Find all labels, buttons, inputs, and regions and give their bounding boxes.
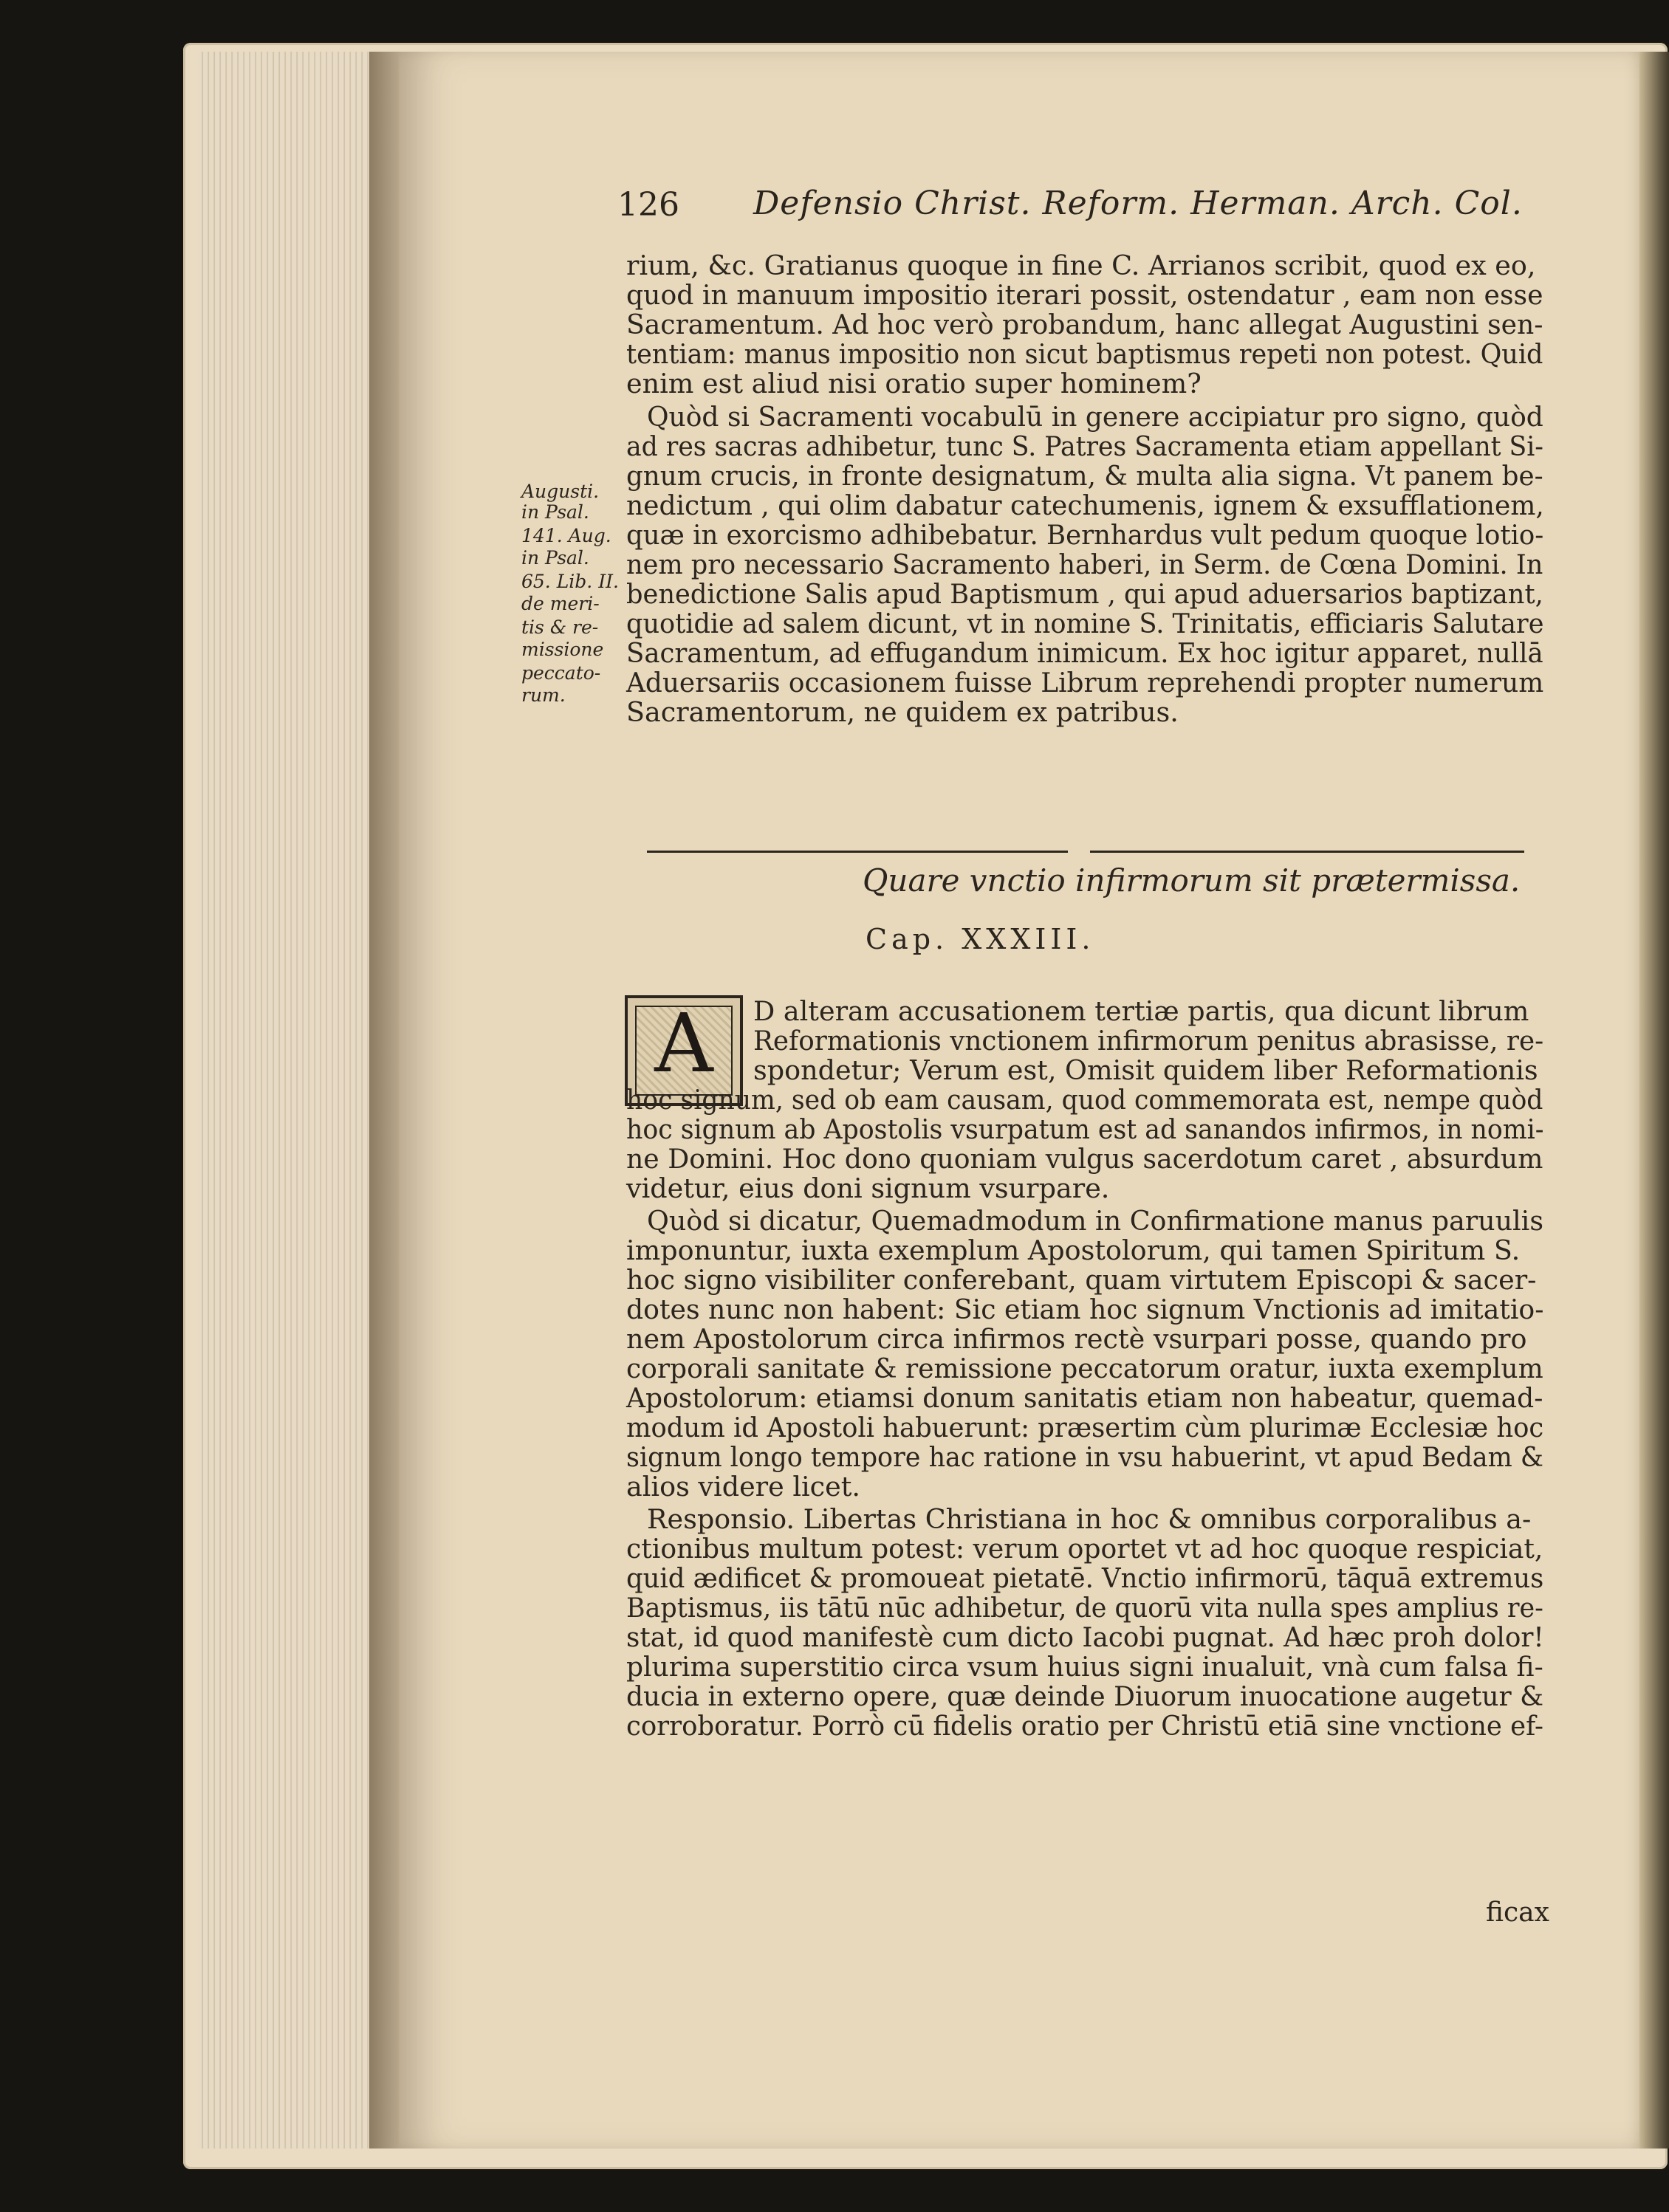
catchword: ficax [1486,1897,1549,1928]
text-line: Sacramentum. Ad hoc verò probandum, hanc allegat Augustini sen- [626,309,1543,340]
text-line: ad res sacras adhibetur, tunc S. Patres Sacramenta etiam appellant Si- [626,430,1543,462]
text-line: hoc signo visibiliter conferebant, quam virtutem Episcopi & sacer- [626,1264,1537,1296]
margin-note-line: de meri- [521,593,600,614]
text-line: benedictione Salis apud Baptismum , qui apud aduersarios baptizant, [626,578,1543,610]
chapter-number: Cap. XXXIII. [866,923,1095,955]
text-line: Baptismus, iis tātū nūc adhibetur, de quorū vita nulla spes amplius re- [626,1592,1543,1624]
text-line: quid ædificet & promoueat pietatē. Vnctio infirmorū, tāquā extremus [626,1562,1544,1594]
margin-note-line: Augusti. [521,481,600,502]
text-line: imponuntur, iuxta exemplum Apostolorum, qui tamen Spiritum S. [626,1234,1521,1266]
text-line: Responsio. Libertas Christiana in hoc & omnibus corporalibus a- [647,1503,1532,1535]
text-line: gnum crucis, in fronte designatum, & multa alia signa. Vt panem be- [626,460,1543,492]
text-line: alios videre licet. [626,1471,860,1502]
margin-note-line: tis & re- [521,616,599,638]
text-line: rium, &c. Gratianus quoque in fine C. Arrianos scribit, quod ex eo, [626,250,1536,281]
section-rule [647,851,1068,853]
text-line: tentiam: manus impositio non sicut baptismus repeti non potest. Quid [626,338,1543,370]
margin-note-line: rum. [521,684,566,706]
margin-note-line: missione [521,639,604,660]
text-line: D alteram accusationem tertiæ partis, qua dicunt librum [753,995,1529,1027]
text-line: Aduersariis occasionem fuisse Librum reprehendi propter numerum [626,667,1544,698]
text-line: corroboratur. Porrò cū fidelis oratio per Christū etiā sine vnctione ef- [626,1710,1543,1742]
text-line: quod in manuum impositio iterari possit, ostendatur , eam non esse [626,279,1543,311]
margin-note-line: in Psal. [521,547,589,569]
chapter-heading: Quare vnctio infirmorum sit prætermissa. [863,862,1521,899]
text-line: quæ in exorcismo adhibebatur. Bernhardus vult pedum quoque lotio- [626,519,1544,551]
text-line: nedictum , qui olim dabatur catechumenis, ignem & exsufflationem, [626,490,1544,521]
text-line: spondetur; Verum est, Omisit quidem liber Reformationis [753,1054,1538,1086]
text-line: ctionibus multum potest: verum oportet vt ad hoc quoque respiciat, [626,1533,1543,1564]
text-line: Sacramentum, ad effugandum inimicum. Ex hoc igitur apparet, nullā [626,637,1543,669]
page-number: 126 [617,186,679,224]
text-line: ducia in externo opere, quæ deinde Diuorum inuocatione augetur & [626,1680,1544,1712]
text-line: Apostolorum: etiamsi donum sanitatis etiam non habeatur, quemad- [626,1382,1543,1414]
text-line: signum longo tempore hac ratione in vsu habuerint, vt apud Bedam & [626,1441,1543,1473]
text-line: hoc signum ab Apostolis vsurpatum est ad sanandos infirmos, in nomi- [626,1113,1544,1145]
text-line: Reformationis vnctionem infirmorum penitus abrasisse, re- [753,1025,1544,1057]
text-line: modum id Apostoli habuerunt: præsertim cùm plurimæ Ecclesiæ hoc [626,1412,1544,1443]
margin-note-line: 65. Lib. II. [521,571,619,592]
right-page-edge [1639,52,1669,2149]
margin-note-line: in Psal. [521,501,589,523]
text-line: hoc signum, sed ob eam causam, quod commemorata est, nempe quòd [626,1084,1543,1116]
running-head: Defensio Christ. Reform. Herman. Arch. Col. [753,185,1523,222]
text-line: ne Domini. Hoc dono quoniam vulgus sacerdotum caret , absurdum [626,1143,1543,1175]
text-line: nem Apostolorum circa infirmos rectè vsurpari posse, quando pro [626,1323,1527,1355]
margin-note-line: peccato- [521,662,601,684]
text-line: Quòd si Sacramenti vocabulū in genere accipiatur pro signo, quòd [647,401,1543,433]
text-line: nem pro necessario Sacramento haberi, in Serm. de Cœna Domini. In [626,549,1543,580]
section-rule [1090,851,1524,853]
text-line: quotidie ad salem dicunt, vt in nomine S. Trinitatis, efficiaris Salutare [626,608,1544,639]
text-line: enim est aliud nisi oratio super hominem? [626,368,1202,399]
text-line: Sacramentorum, ne quidem ex patribus. [626,696,1179,728]
text-line: corporali sanitate & remissione peccatorum oratur, iuxta exemplum [626,1353,1543,1384]
text-line: Quòd si dicatur, Quemadmodum in Confirmatione manus paruulis [647,1205,1544,1237]
text-line: videtur, eius doni signum vsurpare. [626,1172,1110,1204]
text-line: stat, id quod manifestè cum dicto Iacobi pugnat. Ad hæc proh dolor! [626,1621,1544,1653]
page-edges [198,52,375,2149]
text-line: plurima superstitio circa vsum huius signi inualuit, vnà cum falsa fi- [626,1651,1543,1683]
text-line: dotes nunc non habent: Sic etiam hoc signum Vnctionis ad imitatio- [626,1294,1544,1325]
margin-note-line: 141. Aug. [521,525,611,546]
initial-letter: A [654,996,713,1090]
